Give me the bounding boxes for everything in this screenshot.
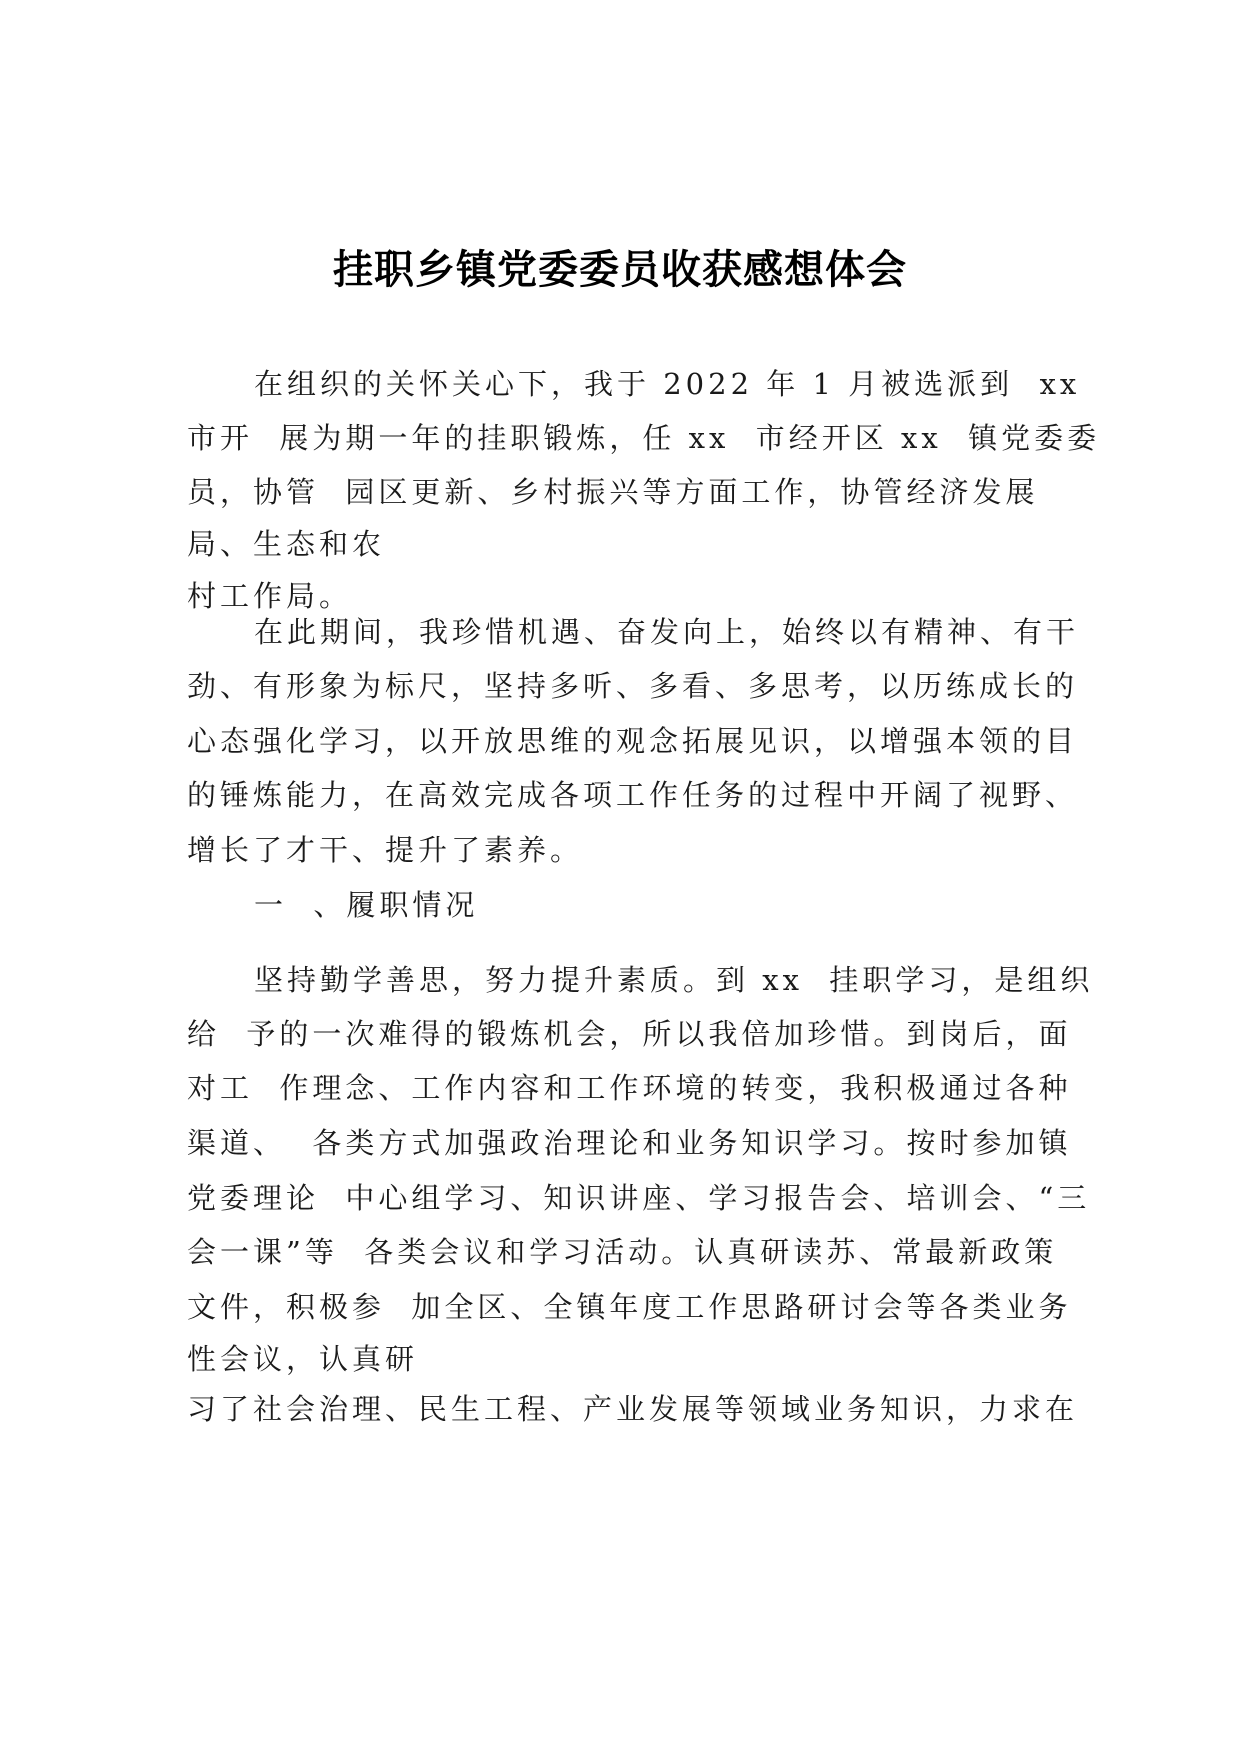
- paragraph-1-line-2: 市开 展为期一年的挂职锻炼，任 xx 市经开区 xx 镇党委委: [187, 421, 1101, 455]
- section-heading: 一 、履职情况: [254, 888, 479, 922]
- paragraph-3-line-8: 性会议，认真研: [187, 1342, 419, 1376]
- paragraph-1-line-4: 局、生态和农: [187, 527, 386, 561]
- paragraph-3-line-3: 对工 作理念、工作内容和工作环境的转变，我积极通过各种: [187, 1071, 1072, 1105]
- document-title: 挂职乡镇党委委员收获感想体会: [333, 247, 907, 293]
- paragraph-3-line-5: 党委理论 中心组学习、知识讲座、学习报告会、培训会、“三: [187, 1181, 1091, 1215]
- paragraph-3-line-1: 坚持勤学善思，努力提升素质。到 xx 挂职学习，是组织: [254, 963, 1094, 997]
- paragraph-3-line-2: 给 予的一次难得的锻炼机会，所以我倍加珍惜。到岗后，面: [187, 1017, 1072, 1051]
- paragraph-2-line-2: 劲、有形象为标尺，坚持多听、多看、多思考，以历练成长的: [187, 669, 1079, 703]
- paragraph-2-line-1: 在此期间，我珍惜机遇、奋发向上，始终以有精神、有干: [254, 615, 1080, 649]
- paragraph-3-line-6: 会一课”等 各类会议和学习活动。认真研读苏、常最新政策: [187, 1235, 1058, 1269]
- paragraph-1-line-3: 员，协管 园区更新、乡村振兴等方面工作，协管经济发展: [187, 475, 1039, 509]
- paragraph-2-line-3: 心态强化学习，以开放思维的观念拓展见识，以增强本领的目: [187, 724, 1079, 758]
- paragraph-3-line-4: 渠道、 各类方式加强政治理论和业务知识学习。按时参加镇: [187, 1126, 1072, 1160]
- paragraph-1-line-1: 在组织的关怀关心下，我于 2022 年 1 月被选派到 xx: [254, 367, 1081, 401]
- paragraph-1-line-5: 村工作局。: [187, 579, 353, 613]
- paragraph-3-line-7: 文件，积极参 加全区、全镇年度工作思路研讨会等各类业务: [187, 1290, 1072, 1324]
- paragraph-2-line-4: 的锤炼能力，在高效完成各项工作任务的过程中开阔了视野、: [187, 778, 1079, 812]
- paragraph-2-line-5: 增长了才干、提升了素养。: [187, 833, 584, 867]
- paragraph-3-line-9: 习了社会治理、民生工程、产业发展等领域业务知识，力求在: [187, 1392, 1079, 1426]
